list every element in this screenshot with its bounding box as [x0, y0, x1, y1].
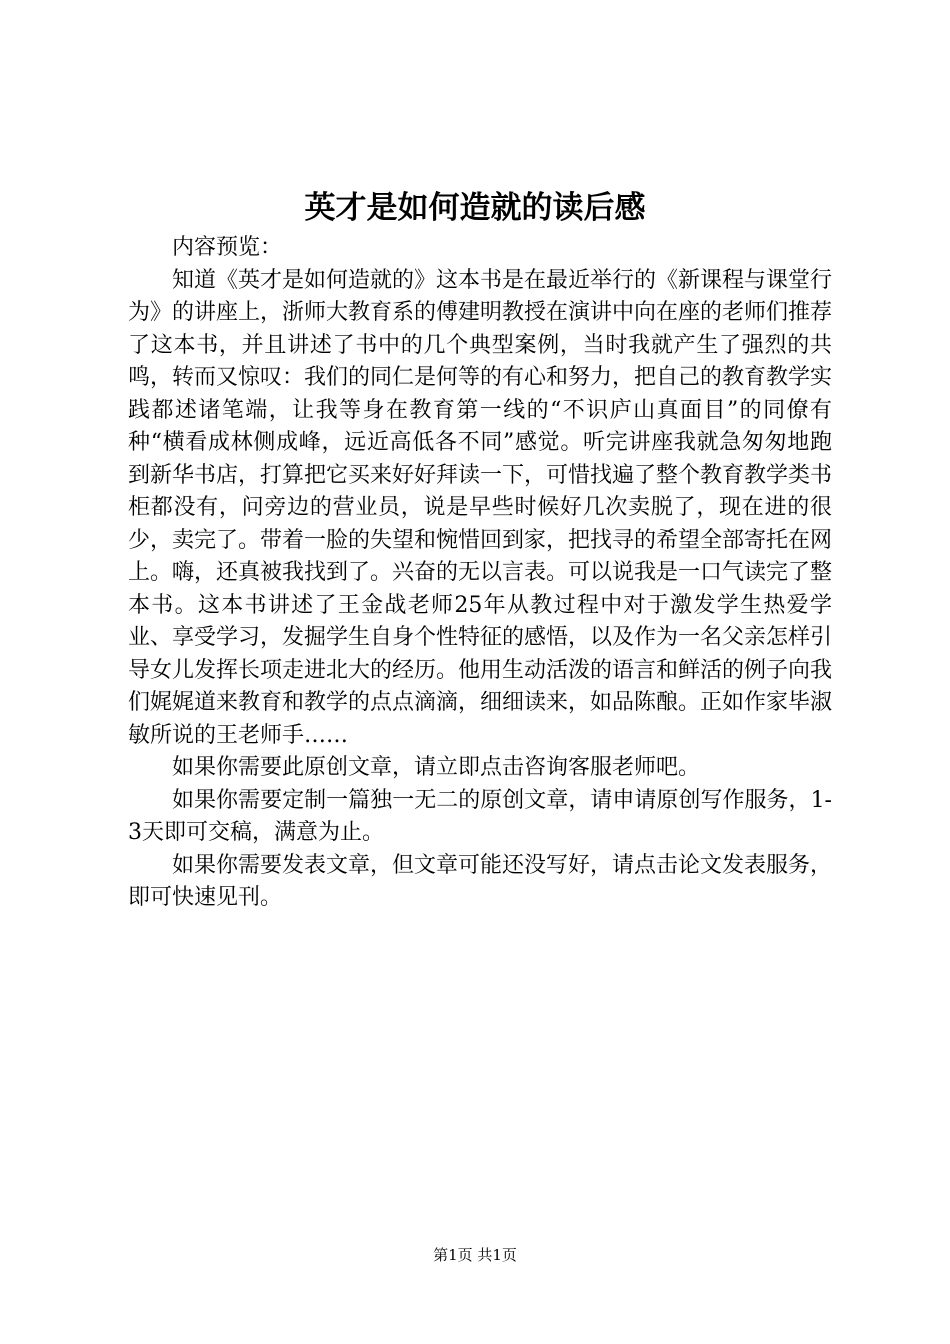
preview-paragraph: 知道《英才是如何造就的》这本书是在最近举行的《新课程与课堂行为》的讲座上，浙师大教育系的傅建明教授在演讲中向在座的老师们推荐了这本书，并且讲述了书中的几个典型案例，当时我就产生了强烈的共鸣，转而又惊叹：我们的同仁是何等的有心和努力，把自己的教育教学实践都述诸笔端，让我等身在教育第一线的“不识庐山真面目”的同僚有种“横看成林侧成峰，远近高低各不同”感觉。听完讲座我就急匆匆地跑到新华书店，打算把它买来好好拜读一下，可惜找遍了整个教育教学类书柜都没有，问旁边的营业员，说是早些时候好几次卖脱了，现在进的很少，卖完了。带着一脸的失望和惋惜回到家，把找寻的希望全部寄托在网上。嗨，还真被我找到了。兴奋的无以言表。可以说我是一口气读完了整本书。这本书讲述了王金战老师25年从教过程中对于激发学生热爱学业、享受学习，发掘学生自身个性特征的感悟，以及作为一名父亲怎样引导女儿发挥长项走进北大的经历。他用生动活泼的语言和鲜活的例子向我们娓娓道来教育和教学的点点滴滴，细细读来，如品陈酿。正如作家毕淑敏所说的王老师手……: [128, 267, 833, 748]
preview-label: 内容预览：: [172, 235, 283, 260]
page-number: 第1页 共1页: [433, 1246, 517, 1264]
document-title: 英才是如何造就的读后感: [304, 190, 646, 226]
consult-notice: 如果你需要此原创文章，请立即点击咨询客服老师吧。: [172, 755, 701, 780]
publishing-notice: 如果你需要发表文章，但文章可能还没写好，请点击论文发表服务，即可快速见刊。: [128, 852, 833, 910]
document-body: [128, 232, 832, 915]
custom-writing-notice: 如果你需要定制一篇独一无二的原创文章，请申请原创写作服务，1-3天即可交稿，满意为止。: [128, 787, 832, 845]
